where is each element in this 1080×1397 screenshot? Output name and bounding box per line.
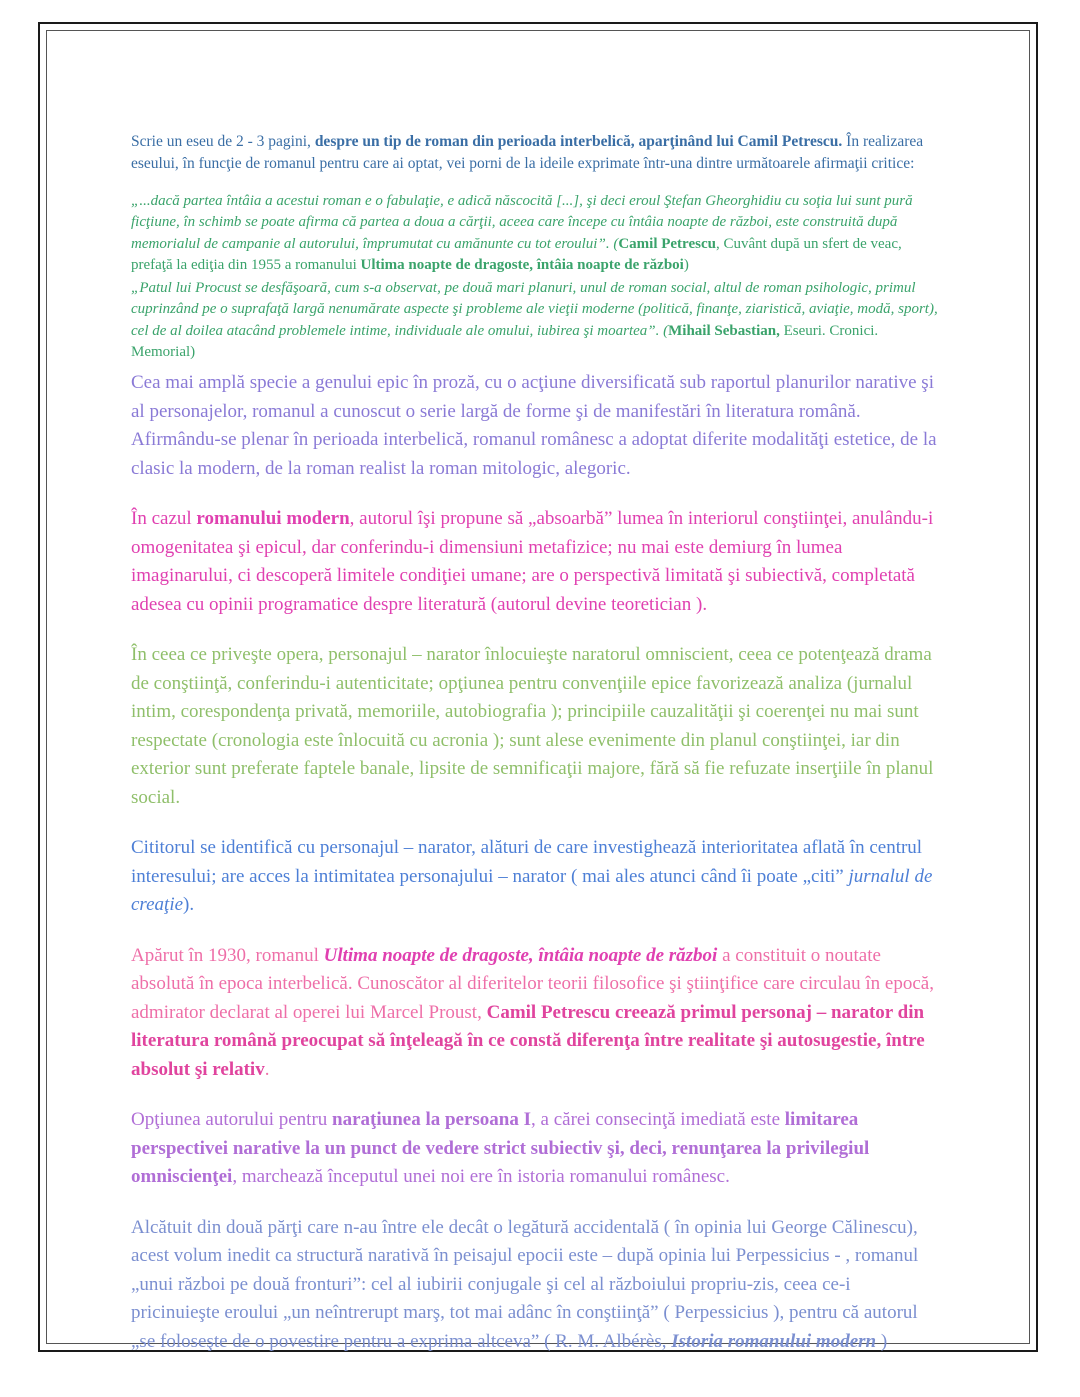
p-aparut-1930-run-3: Camil Petrescu creează primul personaj – narator din literatura română preocupat să înţeleagă în ce constă diferenţa între realitate şi autosugestie, între absolut şi relativ	[131, 1001, 925, 1080]
p-cititorul	[131, 834, 941, 920]
quote-1-author: Camil Petrescu	[618, 235, 716, 252]
task-text-1: Scrie un eseu de 2 - 3 pagini,	[131, 133, 315, 150]
p-optiunea	[131, 1106, 941, 1192]
quote-1-source-mid: , Cuvânt după un sfert de veac, prefaţă la ediţia din 1955 a romanului	[131, 235, 902, 273]
p-optiunea-run-2: , a cărei consecinţă imediată este	[531, 1109, 785, 1131]
quote-2-author: Mihail Sebastian,	[668, 322, 780, 339]
task-text-2: În realizarea eseului, în funcţie de romanul pentru care ai optat, vei porni de la ideile exprimate într-una dintre următoarele afirmaţii critice:	[131, 133, 924, 172]
p-optiunea-run-0: Opţiunea autorului pentru	[131, 1109, 333, 1131]
quote-1-text: „...dacă partea întâia a acestui roman e o fabulaţie, e adică născocită [...], şi deci eroul Ştefan Gheorghidiu cu soţia lui sunt pură ficţiune, în schimb se poate afirma că partea a doua a cărţii, aceea care începe cu întâia noapte de război, este construită după memorialul de campanie al autorului, împrumutat cu amănunte cu tot eroului”. (	[131, 193, 913, 252]
p-aparut-1930-run-0: Apărut în 1930, romanul	[131, 944, 324, 966]
p-alcatuit-run-0: Alcătuit din două părţi care n-au între ele decât o legătură accidentală ( în opinia lui George Călinescu), acest volum inedit ca structură narativă în peisajul epocii este – după opinia lui Perpessicius - , romanul „unui război pe două fronturi”: cel al iubirii conjugale şi cel al războiului propriu-zis, ceea ce-i pricinuieşte eroului „un neîntrerupt marş, tot mai adânc în conştiinţă” ( Perpessicius ), pentru că autorul „se foloseşte de o povestire pentru a exprima altceva” ( R. M. Albérès,	[131, 1216, 919, 1352]
p-aparut-1930-run-4: .	[264, 1058, 270, 1080]
p-cititorul-run-0: Cititorul se identifică cu personajul – narator, alături de care investighează interioritatea aflată în centrul interesului; are acces la intimitatea personajului – narator ( mai ales atunci când îi poate „citi”	[131, 837, 923, 887]
p-alcatuit-run-1: Istoria romanului modern	[671, 1330, 877, 1352]
task-statement	[131, 131, 941, 175]
p-alcatuit-run-2: )	[876, 1330, 888, 1352]
p-optiunea-run-1: naraţiunea la persoana I	[332, 1109, 532, 1131]
p-aparut-1930	[131, 942, 941, 1085]
quote-2-source-end: Eseuri. Cronici. Memorial)	[131, 322, 879, 361]
p-optiunea-run-3: limitarea perspectivei narative la un punct de vedere strict subiectiv şi, deci, renunţarea la privilegiul omniscienţei	[131, 1109, 870, 1188]
p-roman-modern-run-2: , autorul îşi propune să „absoarbă” lumea în interiorul conştiinţei, anulându-i omogenitatea şi epicul, dar conferindu-i dimensiuni metafizice; nu mai este demiurg în lumea imaginarului, ci descoperă limitele condiţiei umane; are o perspectivă limitată şi subiectivă, completată adesea cu opinii programatice despre literatură (autorul devine teoretician ).	[131, 508, 934, 615]
p-roman-modern-run-1: romanului modern	[196, 508, 350, 530]
critical-quotes	[131, 191, 941, 363]
essay-body	[131, 369, 941, 1356]
quote-camil-petrescu	[131, 191, 941, 276]
page-border-outer	[38, 22, 1038, 1352]
quote-1-source-end: )	[683, 256, 689, 273]
p-roman-modern	[131, 505, 941, 619]
p-cititorul-run-2: ).	[183, 894, 195, 916]
p-optiunea-run-4: , marchează începutul unei noi ere în istoria romanului românesc.	[232, 1166, 730, 1188]
p-specie-run-0: Cea mai amplă specie a genului epic în proză, cu o acţiune diversificată sub raportul planurilor narative şi al personajelor, romanul a cunoscut o serie largă de forme şi de manifestări în literatura română. Afirmându-se plenar în perioada interbelică, romanul românesc a adoptat diferite modalităţi estetice, de la clasic la modern, de la roman realist la roman mitologic, alegoric.	[131, 372, 937, 479]
p-opera	[131, 641, 941, 812]
p-aparut-1930-run-1: Ultima noapte de dragoste, întâia noapte de război	[323, 944, 718, 966]
p-cititorul-run-1: jurnalul de creaţie	[131, 865, 933, 916]
quote-2-text: „Patul lui Procust se desfăşoară, cum s-a observat, pe două mari planuri, unul de roman social, altul de roman psihologic, primul cuprinzând pe o suprafaţă largă nenumărate aspecte şi probleme ale vieţii moderne (politică, finanţe, ziaristică, aviaţie, modă, sport), cel de al doilea atacând problemele intime, individuale ale omului, iubirea şi moartea”. (	[131, 280, 938, 339]
task-text-bold: despre un tip de roman din perioada interbelică, aparţinând lui Camil Petrescu.	[314, 133, 843, 150]
quote-1-work: Ultima noapte de dragoste, întâia noapte de război	[360, 256, 684, 273]
p-opera-run-0: În ceea ce priveşte opera, personajul – narator înlocuieşte naratorul omniscient, ceea ce potenţează drama de conştiinţă, conferindu-i autenticitate; opţiunea pentru convenţiile epice favorizează analiza (jurnalul intim, corespondenţa privată, memoriile, autobiografia ); principiile cauzalităţii şi coerenţei nu mai sunt respectate (cronologia este înlocuită cu acronia ); sunt alese evenimente din planul conştiinţei, iar din exterior sunt preferate faptele banale, lipsite de semnificaţii majore, fără să fie refuzate inserţiile în planul social.	[131, 644, 934, 808]
p-aparut-1930-run-2: a constituit o noutate absolută în epoca interbelică. Cunoscător al diferitelor teorii filosofice şi ştiinţifice care circulau în epocă, admirator declarat al operei lui Marcel Proust,	[131, 944, 934, 1023]
page-border-inner	[46, 30, 1030, 1352]
p-alcatuit	[131, 1214, 941, 1357]
p-roman-modern-run-0: În cazul	[131, 508, 197, 530]
quote-mihail-sebastian	[131, 278, 941, 363]
p-specie	[131, 369, 941, 483]
document-content	[131, 131, 941, 1378]
